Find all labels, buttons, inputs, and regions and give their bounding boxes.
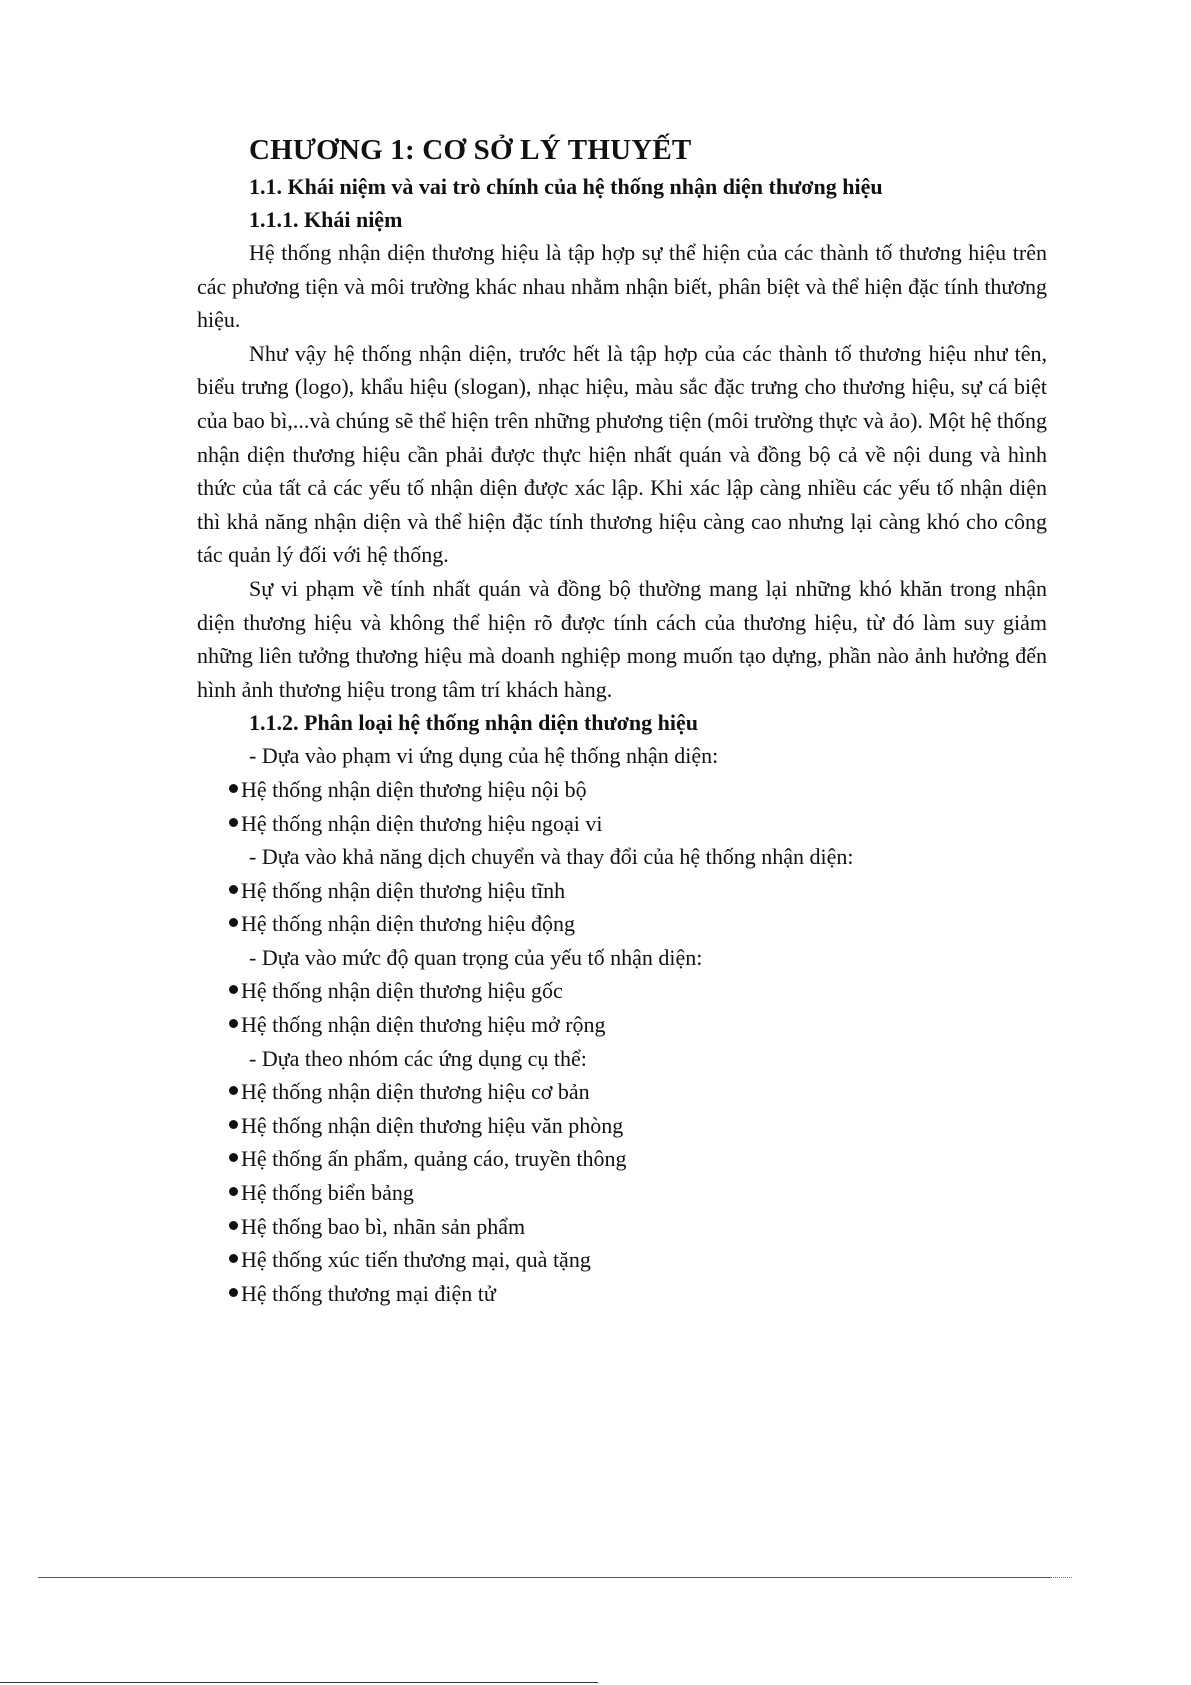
bullet-icon	[229, 1288, 238, 1297]
list-item	[229, 773, 1047, 807]
list-item-text: Hệ thống ấn phẩm, quảng cáo, truyền thông	[241, 1146, 627, 1172]
list-item-text: Hệ thống nhận diện thương hiệu gốc	[241, 978, 563, 1004]
list-item	[229, 1008, 1047, 1042]
bottom-divider	[0, 1682, 598, 1683]
footer-divider-dotted	[1050, 1577, 1072, 1578]
paragraph-definition: Hệ thống nhận diện thương hiệu là tập hợp sự thể hiện của các thành tố thương hiệu trên các phương tiện và môi trường khác nhau nhằm nhận biết, phân biệt và thể hiện đặc tính thương hiệu.	[197, 240, 1047, 333]
list-item-text: Hệ thống nhận diện thương hiệu mở rộng	[241, 1012, 606, 1038]
footer-divider	[38, 1577, 1050, 1578]
bullet-icon	[229, 1221, 238, 1230]
list-item-text: Hệ thống thương mại điện tử	[241, 1280, 496, 1306]
list-item	[229, 1075, 1047, 1109]
list-item-text: Hệ thống nhận diện thương hiệu tĩnh	[241, 877, 566, 903]
bullet-icon	[229, 1153, 238, 1162]
list-item-text: Hệ thống nhận diện thương hiệu động	[241, 911, 575, 937]
bullet-icon	[229, 885, 238, 894]
list-item	[229, 974, 1047, 1008]
list-item	[229, 907, 1047, 941]
section-heading-1-1: 1.1. Khái niệm và vai trò chính của hệ thống nhận diện thương hiệu	[249, 174, 883, 199]
list-item-text: Hệ thống nhận diện thương hiệu văn phòng	[241, 1112, 624, 1138]
bullet-icon	[229, 1120, 238, 1129]
bullet-icon	[229, 918, 238, 927]
list-item-text: Hệ thống nhận diện thương hiệu nội bộ	[241, 776, 587, 802]
criterion-item: - Dựa vào phạm vi ứng dụng của hệ thống nhận diện:	[249, 743, 719, 769]
list-item	[229, 1176, 1047, 1210]
bullet-icon	[229, 1254, 238, 1263]
list-item	[229, 807, 1047, 841]
criterion-item: - Dựa theo nhóm các ứng dụng cụ thể:	[249, 1045, 587, 1071]
list-item	[229, 874, 1047, 908]
bullet-icon	[229, 784, 238, 793]
list-item	[229, 1243, 1047, 1277]
list-item-text: Hệ thống nhận diện thương hiệu ngoại vi	[241, 810, 603, 836]
criterion-item: - Dựa vào mức độ quan trọng của yếu tố nhận diện:	[249, 944, 703, 970]
paragraph-components: Như vậy hệ thống nhận diện, trước hết là tập hợp của các thành tố thương hiệu như tên, biểu trưng (logo), khẩu hiệu (slogan), nhạc hiệu, màu sắc đặc trưng cho thương hiệu, sự cá biệt của bao bì,...và chúng sẽ thể hiện trên những phương tiện (môi trường thực và ảo). Một hệ thống nhận diện thương hiệu cần phải được thực hiện nhất quán và đồng bộ cả về nội dung và hình thức của tất cả các yếu tố nhận diện được xác lập. Khi xác lập càng nhiều các yếu tố nhận diện thì khả năng nhận diện và thể hiện đặc tính thương hiệu càng cao nhưng lại càng khó cho công tác quản lý đối với hệ thống.	[197, 340, 1047, 568]
bullet-icon	[229, 818, 238, 827]
paragraph-consistency: Sự vi phạm về tính nhất quán và đồng bộ thường mang lại những khó khăn trong nhận diện thương hiệu và không thể hiện rõ được tính cách của thương hiệu, từ đó làm suy giảm những liên tưởng thương hiệu mà doanh nghiệp mong muốn tạo dựng, phần nào ảnh hưởng đến hình ảnh thương hiệu trong tâm trí khách hàng.	[197, 575, 1047, 702]
list-item-text: Hệ thống xúc tiến thương mại, quà tặng	[241, 1247, 591, 1273]
list-item	[229, 1109, 1047, 1143]
bullet-icon	[229, 985, 238, 994]
bullet-icon	[229, 1086, 238, 1095]
section-heading-1-1-2: 1.1.2. Phân loại hệ thống nhận diện thương hiệu	[249, 710, 699, 736]
bullet-icon	[229, 1019, 238, 1028]
bullet-icon	[229, 1187, 238, 1196]
section-heading-1-1-1: 1.1.1. Khái niệm	[249, 207, 403, 232]
list-item	[229, 1277, 1047, 1311]
page-content	[197, 130, 1047, 1310]
list-item-text: Hệ thống bao bì, nhãn sản phẩm	[241, 1213, 526, 1239]
list-item	[229, 1210, 1047, 1244]
list-item-text: Hệ thống nhận diện thương hiệu cơ bản	[241, 1079, 590, 1105]
list-item	[229, 1142, 1047, 1176]
list-item-text: Hệ thống biển bảng	[241, 1180, 414, 1206]
criterion-item: - Dựa vào khả năng dịch chuyển và thay đổi của hệ thống nhận diện:	[249, 844, 854, 870]
chapter-title: CHƯƠNG 1: CƠ SỞ LÝ THUYẾT	[249, 134, 692, 166]
